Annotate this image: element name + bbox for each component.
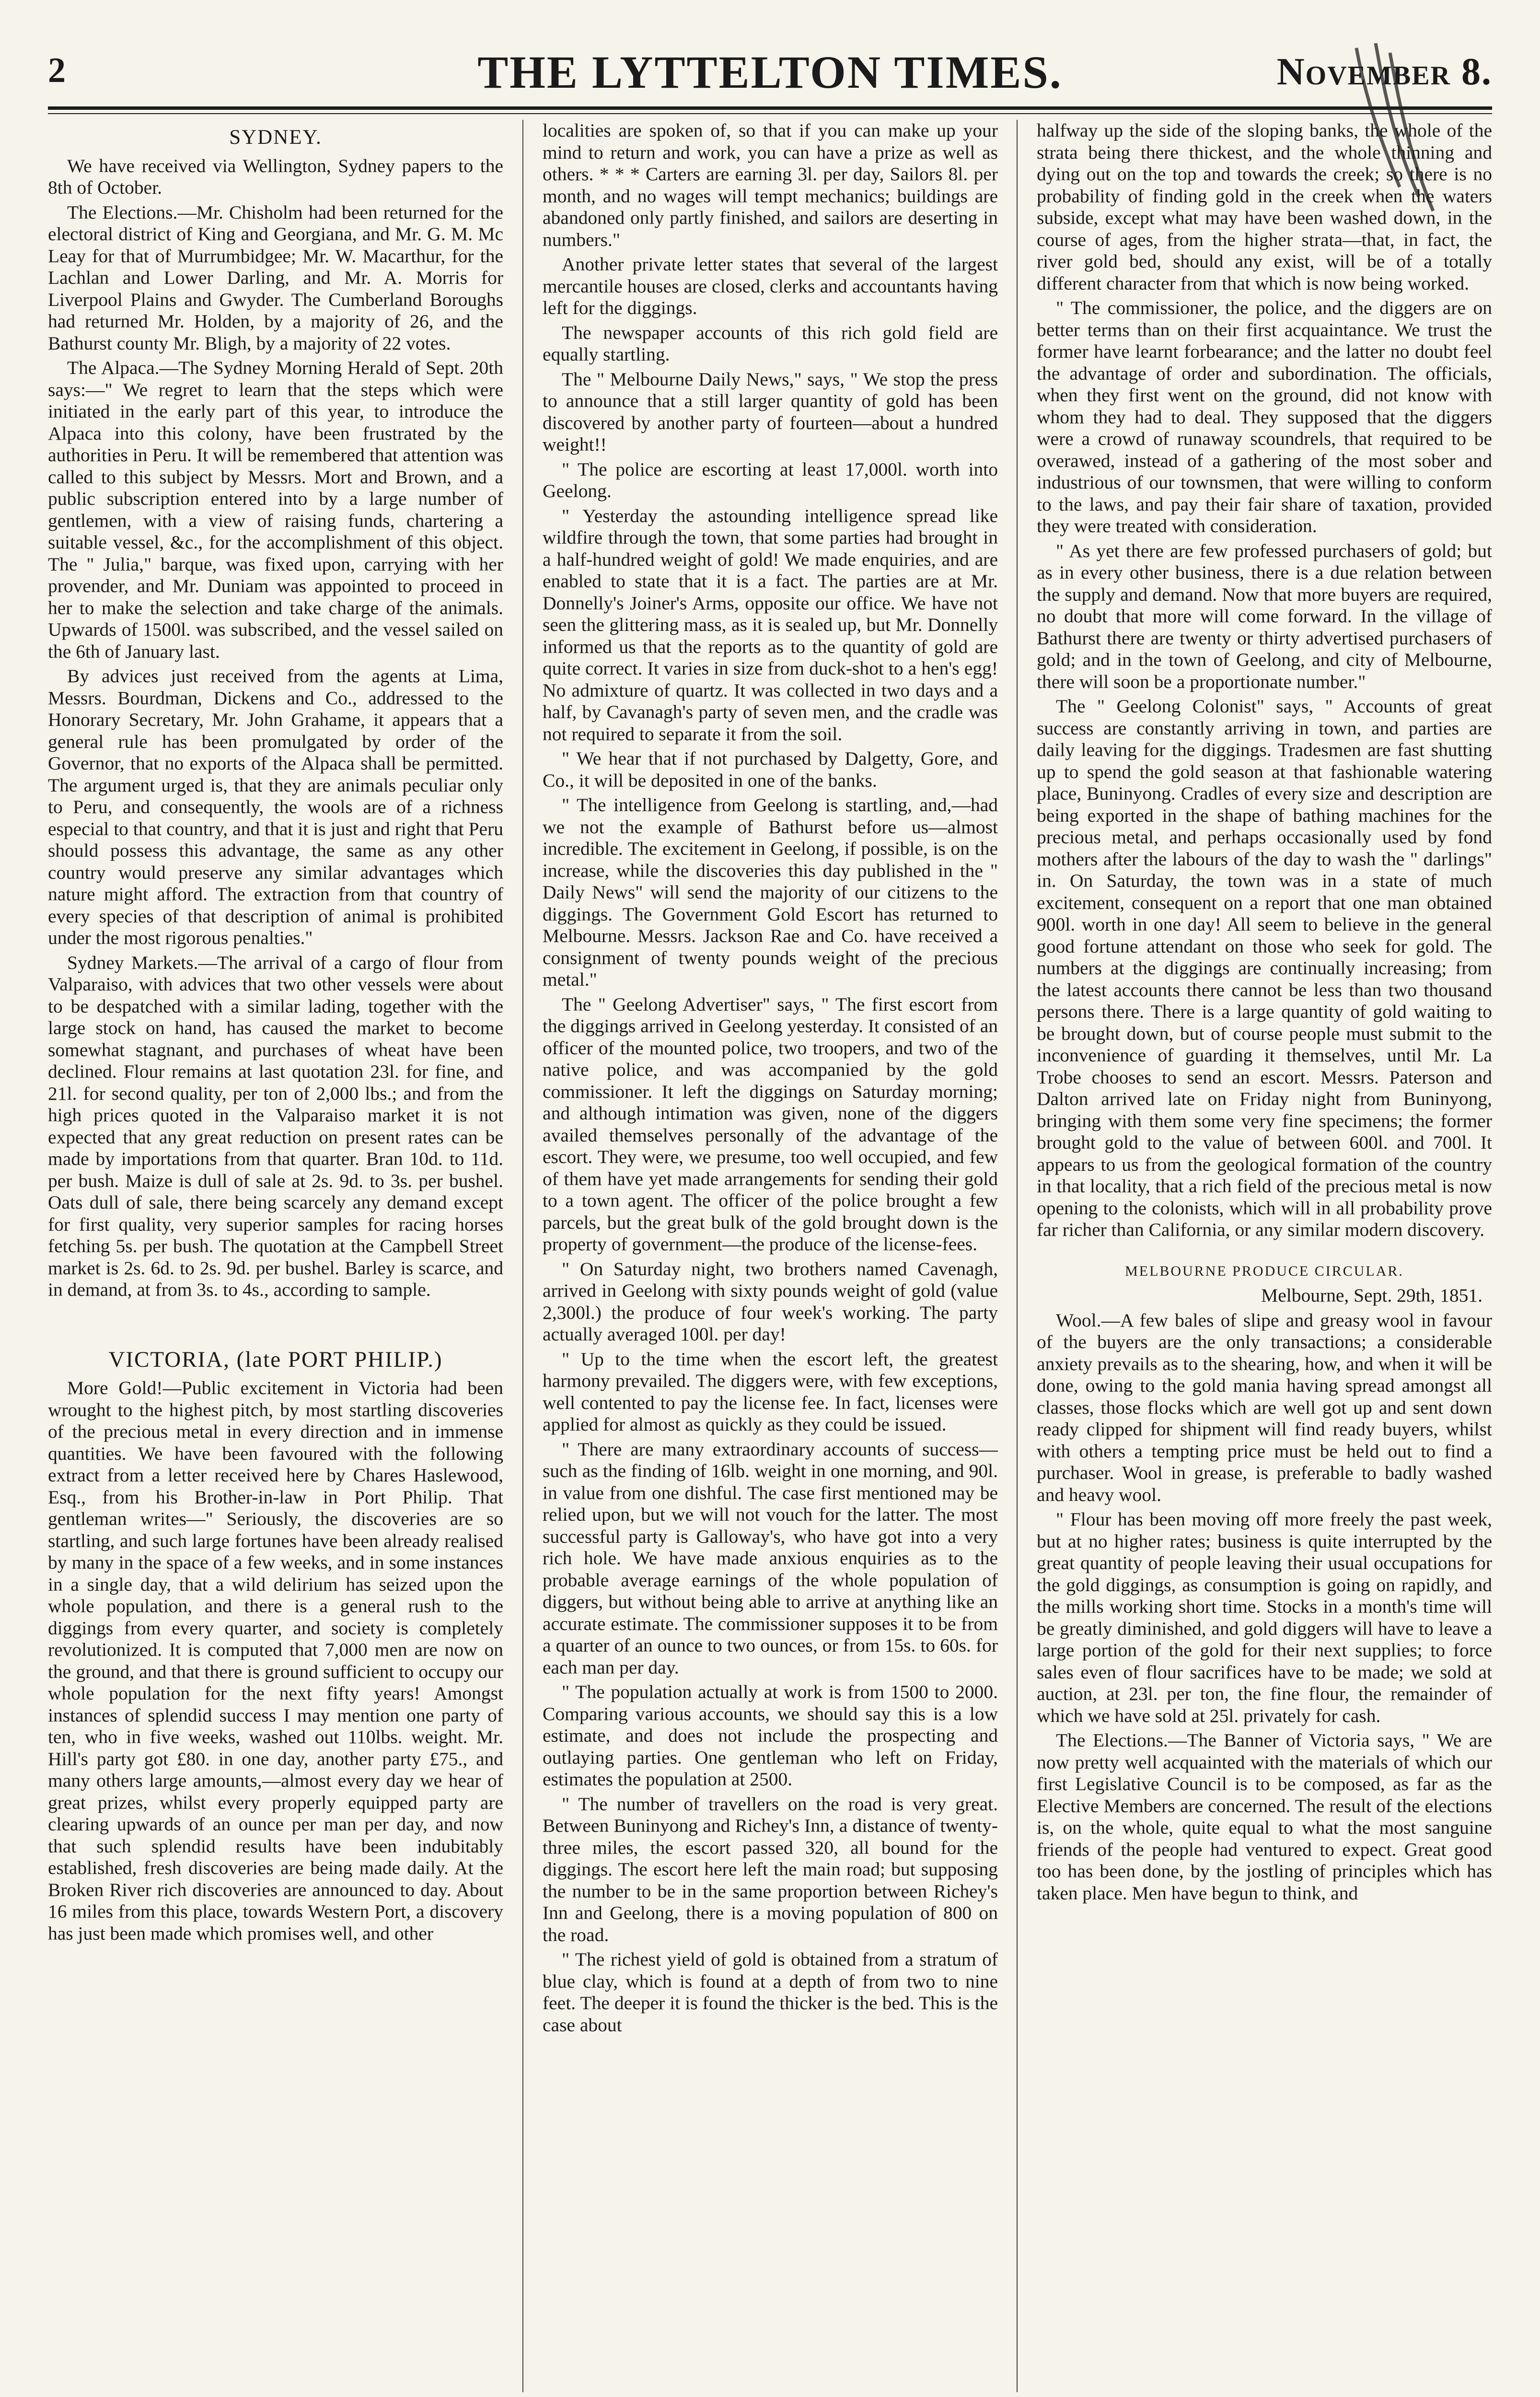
- section-heading-melbourne-produce: MELBOURNE PRODUCE CIRCULAR.: [1125, 1263, 1404, 1279]
- article-paragraph: " On Saturday night, two brothers named Cavenagh, arrived in Geelong with sixty pounds weight of gold (value 2,300l.) the produce of four week's working. The party actually averaged 100l. per day!: [543, 1258, 998, 1345]
- newspaper-title: THE LYTTELTON TIMES.: [477, 47, 1063, 98]
- article-paragraph: We have received via Wellington, Sydney papers to the 8th of October.: [48, 155, 503, 198]
- masthead-rule: [48, 106, 1492, 110]
- article-paragraph: " We hear that if not purchased by Dalgetty, Gore, and Co., it will be deposited in one of the banks.: [543, 748, 998, 791]
- article-paragraph: More Gold!—Public excitement in Victoria had been wrought to the highest pitch, by most startling discoveries of the precious metal in every direction and in immense quantities. We have been favoured with the following extract from a letter received here by Chares Haslewood, Esq., from his Brother-in-law in Port Philip. That gentleman writes—" Seriously, the discoveries are so startling, and such large fortunes have been already realised by many in the space of a few weeks, and in some instances in a single day, that a wild delirium has seized upon the whole population, and there is a general rush to the diggings from every quarter, and society is completely revolutionized. It is computed that 7,000 men are now on the ground, and that there is ground sufficient to occupy our whole population for the next fifty years! Amongst instances of splendid success I may mention one party of ten, who in five weeks, washed out 110lbs. weight. Mr. Hill's party got £80. in one day, another party £75., and many others large amounts,—almost every day we hear of great prizes, whilst every properly equipped party are clearing upwards of an ounce per man per day, and now that such splendid results have been indubitably established, fresh discoveries are being made daily. At the Broken River rich discoveries are announced to day. About 16 miles from this place, towards Western Port, a discovery has just been made which promises well, and other: [48, 1377, 503, 1944]
- article-paragraph: By advices just received from the agents at Lima, Messrs. Bourdman, Dickens and Co., addressed to the Honorary Secretary, Mr. John Grahame, it appears that a general rule has been promulgated by order of the Governor, that no exports of the Alpaca shall be permitted. The argument urged is, that they are animals peculiar only to Peru, and consequently, the wools are of a richness especial to that country, and that it is just and right that Peru should possess this advantage, the same as any other country would preserve any similar advantages which nature might afford. The extraction from that country of every species of that description of animal is prohibited under the most rigorous penalties.": [48, 665, 503, 948]
- article-paragraph: " The intelligence from Geelong is startling, and,—had we not the example of Bathurst before us—almost incredible. The excitement in Geelong, if possible, is on the increase, while the discoveries this day published in the " Daily News" will send the majority of our citizens to the diggings. The Government Gold Escort has returned to Melbourne. Messrs. Jackson Rae and Co. have received a consignment of twenty pounds weight of the precious metal.": [543, 794, 998, 990]
- article-paragraph: The Elections.—Mr. Chisholm had been returned for the electoral district of King and Georgiana, and Mr. G. M. Mc Leay for that of Murrumbidgee; Mr. W. Macarthur, for the Lachlan and Lower Darling, and Mr. A. Morris for Liverpool Plains and Gwyder. The Cumberland Boroughs had returned Mr. Holden, by a majority of 26, and the Bathurst county Mr. Bligh, by a majority of 22 votes.: [48, 201, 503, 354]
- article-paragraph: " Flour has been moving off more freely the past week, but at no higher rates; business is quite interrupted by the great quantity of people leaving their usual occupations for the gold diggings, as consumption is going on rapidly, and the mills working short time. Stocks in a month's time will be greatly diminished, and gold diggers will have to leave a large portion of the gold for their next supplies; to force sales even of flour sacrifices have to be made; we sold at auction, at 23l. per ton, the fine flour, the remainder of which we have sold at 25l. privately for cash.: [1037, 1509, 1492, 1726]
- article-paragraph: " Yesterday the astounding intelligence spread like wildfire through the town, that some parties had brought in a half-hundred weight of gold! We made enquiries, and are enabled to state that it is a fact. The parties are at Mr. Donnelly's Joiner's Arms, opposite our office. We have not seen the glittering mass, as it is sealed up, but Mr. Donnelly informed us that the reports as to the quantity of gold are quite correct. It varies in size from duck-shot to a hen's egg! No admixture of quartz. It was collected in two days and a half, by Cavanagh's party of seven men, and the cradle was not required to separate it from the soil.: [543, 505, 998, 745]
- article-paragraph: localities are spoken of, so that if you can make up your mind to return and work, you can have a prize as well as others. * * * Carters are earning 3l. per day, Sailors 8l. per month, and no wages will tempt mechanics; buildings are abandoned only partly finished, and sailors are deserting in numbers.": [543, 120, 998, 250]
- column-3: [1037, 120, 1492, 2392]
- section-heading-sydney: SYDNEY.: [229, 126, 322, 149]
- issue-date: November 8.: [1276, 51, 1492, 93]
- article-paragraph: halfway up the side of the sloping banks, the whole of the strata being there thickest, and the whole thinning and dying out on the top and towards the creek; so there is no probability of finding gold in the creek when the waters subside, except what may have been washed down, in the course of ages, from the higher strata—that, in fact, the river gold bed, should any exist, will be of a totally different character from that which is now being worked.: [1037, 120, 1492, 294]
- section-heading-victoria: VICTORIA, (late PORT PHILIP.): [108, 1347, 443, 1372]
- article-paragraph: The newspaper accounts of this rich gold field are equally startling.: [543, 322, 998, 365]
- article-paragraph: Another private letter states that several of the largest mercantile houses are closed, clerks and accountants having left for the diggings.: [543, 254, 998, 318]
- masthead-rule-thin: [48, 113, 1492, 114]
- column-divider: [522, 120, 523, 2392]
- article-paragraph: The " Geelong Colonist" says, " Accounts of great success are constantly arriving in town, and parties are daily leaving for the diggings. Tradesmen are fast shutting up to spend the gold season at that fashionable watering place, Buninyong. Cradles of every size and description are being exported in the shape of bathing machines for the precious metal, and perhaps occasionally used by fond mothers after the labours of the day to wash the " darlings" in. On Saturday, the town was in a state of much excitement, consequent on a report that one man obtained 900l. worth in one day! All seem to believe in the general good fortune attendant on those who seek for gold. The numbers at the diggings are continually increasing; from the latest accounts there cannot be less than two thousand persons there. There is a large quantity of gold waiting to be brought down, but of course people must submit to the inconvenience of guarding it themselves, until Mr. La Trobe chooses to send an escort. Messrs. Paterson and Dalton arrived late on Friday night from Buninyong, bringing with them some very fine specimens; the former brought gold to the value of between 600l. and 700l. It appears to us from the geological formation of the country in that locality, that a rich field of the precious metal is now opening to the colonists, which will in all probability prove far richer than California, or any similar modern discovery.: [1037, 696, 1492, 1240]
- article-paragraph: " The commissioner, the police, and the diggers are on better terms than on their first acquaintance. We trust the former have learnt forbearance; and the latter no doubt feel the advantage of order and subordination. The officials, when they first went on the ground, did not know with whom they had to deal. They supposed that the diggers were a crowd of runaway scoundrels, that required to be overawed, instead of a gathering of the most sober and industrious of our townsmen, that were willing to conform to the laws, and pay their fair share of taxation, provided they were treated with consideration.: [1037, 297, 1492, 536]
- article-paragraph: Sydney Markets.—The arrival of a cargo of flour from Valparaiso, with advices that two other vessels were about to be despatched with a similar lading, together with the large stock on hand, has caused the market to become somewhat stagnant, and purchases of wheat have been declined. Flour remains at last quotation 23l. for fine, and 21l. for second quality, per ton of 2,000 lbs.; and from the high prices quoted in the Valparaiso market it is not expected that any great reduction on present rates can be made by importations from that quarter. Bran 10d. to 11d. per bush. Maize is dull of sale at 2s. 9d. to 3s. per bushel. Oats dull of sale, there being scarcely any demand except for first quality, very superior samples for racing horses fetching 5s. per bush. The quotation at the Campbell Street market is 2s. 6d. to 2s. 9d. per bushel. Barley is scarce, and in demand, at from 3s. to 4s., according to sample.: [48, 952, 503, 1300]
- article-paragraph: " The police are escorting at least 17,000l. worth into Geelong.: [543, 458, 998, 501]
- article-paragraph: Wool.—A few bales of slipe and greasy wool in favour of the buyers are the only transactions; a considerable anxiety prevails as to the shearing, how, and when it will be done, owing to the gold mania having spread amongst all classes, those flocks which are well got up and sent down ready clipped for shipment will find ready buyers, whilst with others a tempting price must be held out to find a purchaser. Wool in grease, is preferable to badly washed and heavy wool.: [1037, 1309, 1492, 1505]
- article-paragraph: The " Geelong Advertiser" says, " The first escort from the diggings arrived in Geelong yesterday. It consisted of an officer of the mounted police, two troopers, and two of the native police, and was accompanied by the gold commissioner. It left the diggings on Saturday morning; and although intimation was given, none of the diggers availed themselves personally of the advantage of the escort. They were, we presume, too well occupied, and few of them have yet made arrangements for sending their gold to a town agent. The officer of the police brought a few parcels, but the great bulk of the gold brought down is the property of government—the produce of the license-fees.: [543, 993, 998, 1255]
- article-paragraph: The " Melbourne Daily News," says, " We stop the press to announce that a still larger quantity of gold has been discovered by another party of fourteen—about a hundred weight!!: [543, 368, 998, 455]
- column-1: [48, 120, 503, 2392]
- article-paragraph: The Alpaca.—The Sydney Morning Herald of Sept. 20th says:—" We regret to learn that the steps which were initiated in the early part of this year, to introduce the Alpaca into this colony, have been frustrated by the authorities in Peru. It will be remembered that attention was called to this subject by Messrs. Mort and Brown, and a public subscription entered into by a large number of gentlemen, with a view of raising funds, chartering a suitable vessel, &c., for the accomplishment of this object. The " Julia," barque, was fixed upon, carrying with her provender, and Mr. Duniam was appointed to proceed in her to make the selection and take charge of the animals. Upwards of 1500l. was subscribed, and the vessel sailed on the 6th of January last.: [48, 357, 503, 662]
- article-paragraph: The Elections.—The Banner of Victoria says, " We are now pretty well acquainted with the materials of which our first Legislative Council is to be composed, as far as the Elective Members are concerned. The result of the elections is, on the whole, quite equal to what the most sanguine friends of the people had ventured to expect. Great good too has been done, by the jostling of principles which has taken place. Men have begun to think, and: [1037, 1730, 1492, 1904]
- column-divider: [1017, 120, 1018, 2392]
- dateline: Melbourne, Sept. 29th, 1851.: [1261, 1285, 1482, 1306]
- article-paragraph: " There are many extraordinary accounts of success—such as the finding of 16lb. weight in one morning, and 90l. in value from one dishful. The case first mentioned may be relied upon, but we will not vouch for the latter. The most successful party is Galloway's, who have got into a very rich hole. We have made anxious enquiries as to the probable average earnings of the whole population of diggers, but without being able to arrive at anything like an accurate estimate. The commissioner supposes it to be from a quarter of an ounce to two ounces, or from 15s. to 60s. for each man per day.: [543, 1438, 998, 1678]
- column-2: [543, 120, 998, 2392]
- article-paragraph: " The richest yield of gold is obtained from a stratum of blue clay, which is found at a depth of from two to nine feet. The deeper it is found the thicker is the bed. This is the case about: [543, 1949, 998, 2036]
- article-paragraph: " Up to the time when the escort left, the greatest harmony prevailed. The diggers were, with few exceptions, well contented to pay the license fee. In fact, licenses were applied for almost as quickly as they could be issued.: [543, 1348, 998, 1435]
- page-number: 2: [48, 51, 66, 90]
- article-paragraph: " As yet there are few professed purchasers of gold; but as in every other business, there is a due relation between the supply and demand. Now that more buyers are required, no doubt that more will come forward. In the village of Bathurst there are twenty or thirty advertised purchasers of gold; and in the town of Geelong, and city of Melbourne, there will soon be a proportionate number.": [1037, 540, 1492, 692]
- article-paragraph: " The population actually at work is from 1500 to 2000. Comparing various accounts, we should say this is a low estimate, and does not include the prospecting and outlaying parties. One gentleman who left on Friday, estimates the population at 2500.: [543, 1681, 998, 1790]
- article-paragraph: " The number of travellers on the road is very great. Between Buninyong and Richey's Inn, a distance of twenty-three miles, the escort passed 320, all bound for the diggings. The escort here left the main road; but supposing the number to be in the same proportion between Richey's Inn and Geelong, there is a moving population of 800 on the road.: [543, 1793, 998, 1945]
